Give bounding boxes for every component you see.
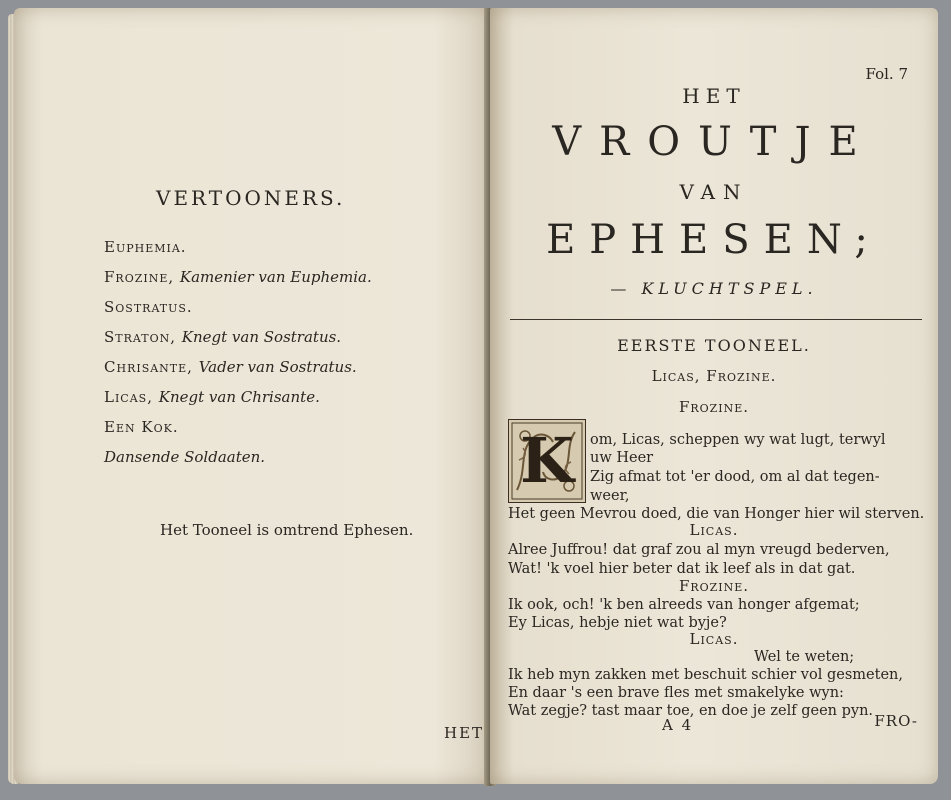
title-ephesen: EPHESEN; bbox=[546, 217, 882, 263]
cast-item: Een Kok. bbox=[104, 418, 179, 436]
verse-line: uw Heer bbox=[590, 450, 654, 466]
left-page bbox=[14, 8, 490, 784]
scene-heading: EERSTE TOONEEL. bbox=[617, 336, 811, 355]
cast-item: Chrisante, Vader van Sostratus. bbox=[104, 358, 357, 376]
speaker-label: Frozine. bbox=[678, 577, 750, 595]
verse-line: Alree Juffrou! dat graf zou al myn vreugd bederven, bbox=[508, 542, 890, 558]
cast-item: Straton, Knegt van Sostratus. bbox=[104, 328, 342, 346]
verse-line: Ik heb myn zakken met beschuit schier vol gesmeten, bbox=[508, 667, 903, 683]
verse-line: weer, bbox=[590, 488, 630, 504]
divider-rule bbox=[510, 319, 922, 320]
speaker-label: Licas. bbox=[689, 630, 739, 648]
subtitle-kluchtspel: — KLUCHTSPEL. bbox=[610, 279, 818, 298]
title-van: VAN bbox=[679, 180, 749, 204]
verse-line: Ik ook, och! 'k ben alreeds van honger afgemat; bbox=[508, 597, 860, 613]
title-vroutje: VROUTJE bbox=[552, 119, 876, 165]
verse-line: Wel te weten; bbox=[754, 649, 855, 665]
open-book bbox=[8, 8, 944, 792]
speaker-label: Licas. bbox=[689, 521, 739, 539]
scene-location-note: Het Tooneel is omtrend Ephesen. bbox=[160, 521, 414, 539]
ornamental-initial: K bbox=[508, 419, 586, 503]
cast-item: Dansende Soldaaten. bbox=[104, 448, 266, 466]
signature-mark: A 4 bbox=[662, 716, 694, 734]
catchword: FRO- bbox=[874, 712, 918, 730]
cast-list bbox=[104, 232, 474, 472]
cast-item: Euphemia. bbox=[104, 238, 187, 256]
right-page bbox=[490, 8, 938, 784]
cast-list-title: VERTOONERS. bbox=[156, 186, 346, 210]
catchword: HET bbox=[444, 724, 485, 742]
speaker-label: Frozine. bbox=[678, 398, 750, 416]
cast-item: Licas, Knegt van Chrisante. bbox=[104, 388, 320, 406]
scene-characters: Licas, Frozine. bbox=[651, 367, 777, 385]
folio-number: Fol. 7 bbox=[865, 65, 908, 83]
verse-line: En daar 's een brave fles met smakelyke wyn: bbox=[508, 685, 844, 701]
verse-line: Zig afmat tot 'er dood, om al dat tegen- bbox=[590, 469, 880, 485]
verse-line: Het geen Mevrou doed, die van Honger hier wil sterven. bbox=[508, 506, 925, 522]
verse-line: Ey Licas, hebje niet wat byje? bbox=[508, 615, 727, 631]
verse-line: Wat! 'k voel hier beter dat ik leef als in dat gat. bbox=[508, 561, 856, 577]
verse-line: om, Licas, scheppen wy wat lugt, terwyl bbox=[590, 432, 886, 448]
cast-item: Frozine, Kamenier van Euphemia. bbox=[104, 268, 372, 286]
cast-item: Sostratus. bbox=[104, 298, 193, 316]
verse-line: Wat zegje? tast maar toe, en doe je zelf geen pyn. bbox=[508, 703, 874, 719]
title-het: HET bbox=[682, 84, 746, 108]
